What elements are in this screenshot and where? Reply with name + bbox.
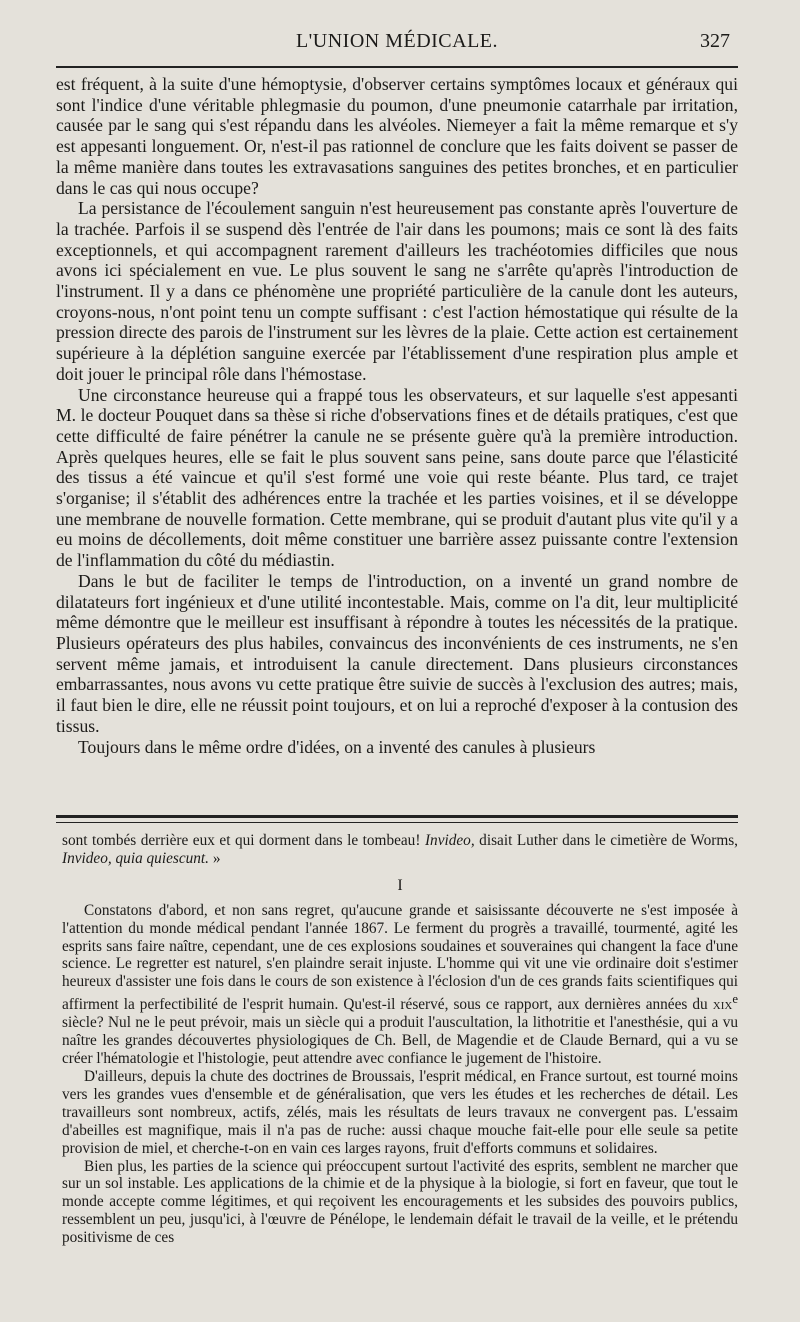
text-run: sont tombés derrière eux et qui dorment dans le tombeau! <box>62 832 425 849</box>
feuilleton-separator <box>56 815 738 823</box>
feuilleton-paragraph: D'ailleurs, depuis la chute des doctrines de Broussais, l'esprit médical, en France surtout, est tourné moins vers les grandes vues d'ensemble et de généralisation, que vers les études et les recherches de détail. Les travailleurs sont nombreux, actifs, zélés, mais les résultats de leurs travaux ne convergent pas. L'essaim d'abeilles est magnifique, mais il n'a pas de ruche: aussi chaque mouche fait-elle pour elle seule sa petite provision de miel, et cherche-t-on en vain ces larges rayons, fruit d'efforts communs et solidaires. <box>62 1067 738 1157</box>
text-run: siècle? Nul ne le peut prévoir, mais un siècle qui a produit l'auscultation, la lithotritie et l'anesthésie, qui a vu naître les grandes découvertes physiologiques de Ch. Bell, de Magendie et de Claude Bernard, qui a vu se créer l'hématologie et l'histologie, peut attendre avec confiance le jugement de l'histoire. <box>62 1014 738 1068</box>
italic-quote: Invideo, quia quiescunt. <box>62 849 209 867</box>
superscript: e <box>732 992 738 1007</box>
main-article-body <box>56 74 738 757</box>
main-paragraph: est fréquent, à la suite d'une hémoptysie, d'observer certains symptômes locaux et généraux qui sont l'indice d'une véritable phlegmasie du poumon, d'une pneumonie catarrhale par irritation, causée par le sang qui s'est répandu dans les alvéoles. Niemeyer a fait la même remarque et s'y est appesanti longuement. Or, n'est-il pas rationnel de conclure que les faits doivent se passer de la même manière dans toutes les extravasations sanguines des petites bronches, et en particulier dans le cas qui nous occupe? <box>56 74 738 198</box>
feuilleton-body <box>62 832 738 1247</box>
feuilleton-paragraph <box>62 902 738 1068</box>
page-number: 327 <box>700 30 730 52</box>
main-paragraph: La persistance de l'écoulement sanguin n'est heureusement pas constante après l'ouverture de la trachée. Parfois il se suspend dès l'entrée de l'air dans les poumons; mais ce sont là des faits exceptionnels, et qui accompagnent rarement d'ailleurs les trachéotomies difficiles que nous avons ici spécialement en vue. Le plus souvent le sang ne s'arrête qu'après l'introduction de l'instrument. Il y a dans ce phénomène une propriété particulière de la canule dont les auteurs, croyons-nous, n'ont point tenu un compte suffisant : c'est l'action hémostatique qui résulte de la pression directe des parois de l'instrument sur les lèvres de la plaie. Cette action est certainement supérieure à la déplétion sanguine exercée par l'établissement d'une respiration plus ample et doit jouer le principal rôle dans l'hémostase. <box>56 198 738 384</box>
main-paragraph: Dans le but de faciliter le temps de l'introduction, on a inventé un grand nombre de dilatateurs fort ingénieux et d'une utilité incontestable. Mais, comme on l'a dit, leur multiplicité même démontre que le meilleur est insuffisant à répondre à toutes les nécessités de la pratique. Plusieurs opérateurs des plus habiles, convaincus des inconvénients de ces instruments, ne s'en servent même jamais, et introduisent la canule directement. Dans plusieurs circonstances embarrassantes, nous avons vu cette pratique être suivie de succès à l'exclusion des autres; mais, il faut bien le dire, elle ne réussit point toujours, et on lui a reproché d'exposer à la contusion des tissus. <box>56 570 738 736</box>
feuilleton-paragraph: Bien plus, les parties de la science qui préoccupent surtout l'activité des esprits, semblent ne marcher que sur un sol instable. Les applications de la chimie et de la physique à la biologie, si fort en faveur, que tout le monde accepte comme légitimes, et qui reçoivent les encouragements et les subsides des pouvoirs publics, ressemblent un peu, jusqu'ici, à l'œuvre de Pénélope, le lendemain défait le travail de la veille, et le prétendu positivisme de ces <box>62 1157 738 1247</box>
text-run: disait Luther dans le cimetière de Worms, <box>474 832 738 849</box>
main-paragraph: Toujours dans le même ordre d'idées, on a inventé des canules à plusieurs <box>78 736 596 757</box>
section-number: I <box>397 876 403 894</box>
feuilleton-opening <box>62 832 738 868</box>
header-rule <box>56 66 738 68</box>
page-header <box>56 28 738 58</box>
text-run: » <box>209 849 221 867</box>
main-paragraph: Une circonstance heureuse qui a frappé tous les observateurs, et sur laquelle s'est appesanti M. le docteur Pouquet dans sa thèse si riche d'observations fines et de détails pratiques, c'est que cette difficulté de faire pénétrer la canule ne se présente guère qu'à la première introduction. Après quelques heures, elle se fait le plus souvent sans peine, sans doute parce que l'élasticité des tissus a été vaincue et qu'il s'est formé une voie qui reste béante. Plus tard, ce trajet s'organise; il s'établit des adhérences entre la trachée et les parties voisines, et il se développe une membrane de nouvelle formation. Cette membrane, qui se produit d'autant plus vite qu'il y a eu moins de décollements, doit même constituer une barrière assez puissante contre l'extension de l'inflammation du côté du médiastin. <box>56 384 738 571</box>
century-numeral: xix <box>712 996 733 1014</box>
running-title: L'UNION MÉDICALE. <box>295 30 499 52</box>
italic-quote: Invideo, <box>424 832 475 849</box>
text-run: Constatons d'abord, et non sans regret, qu'aucune grande et saisissante découverte ne s'est imposée à l'attention du monde médical pendant l'année 1867. Le ferment du progrès a travaillé, tourmenté, agité les esprits sans faire naître, cependant, une de ces explosions soudaines et souveraines qui changent la face d'une science. Le regretter est naturel, s'en plaindre serait injuste. L'homme qui vit une vie ordinaire doit s'estimer heureux d'assister une fois dans le cours de son existence à l'éclosion d'un de ces grands faits scientifiques qui affirment la perfectibilité de l'esprit humain. Qu'est-il réservé, sous ce rapport, aux dernières années du <box>62 901 738 1014</box>
